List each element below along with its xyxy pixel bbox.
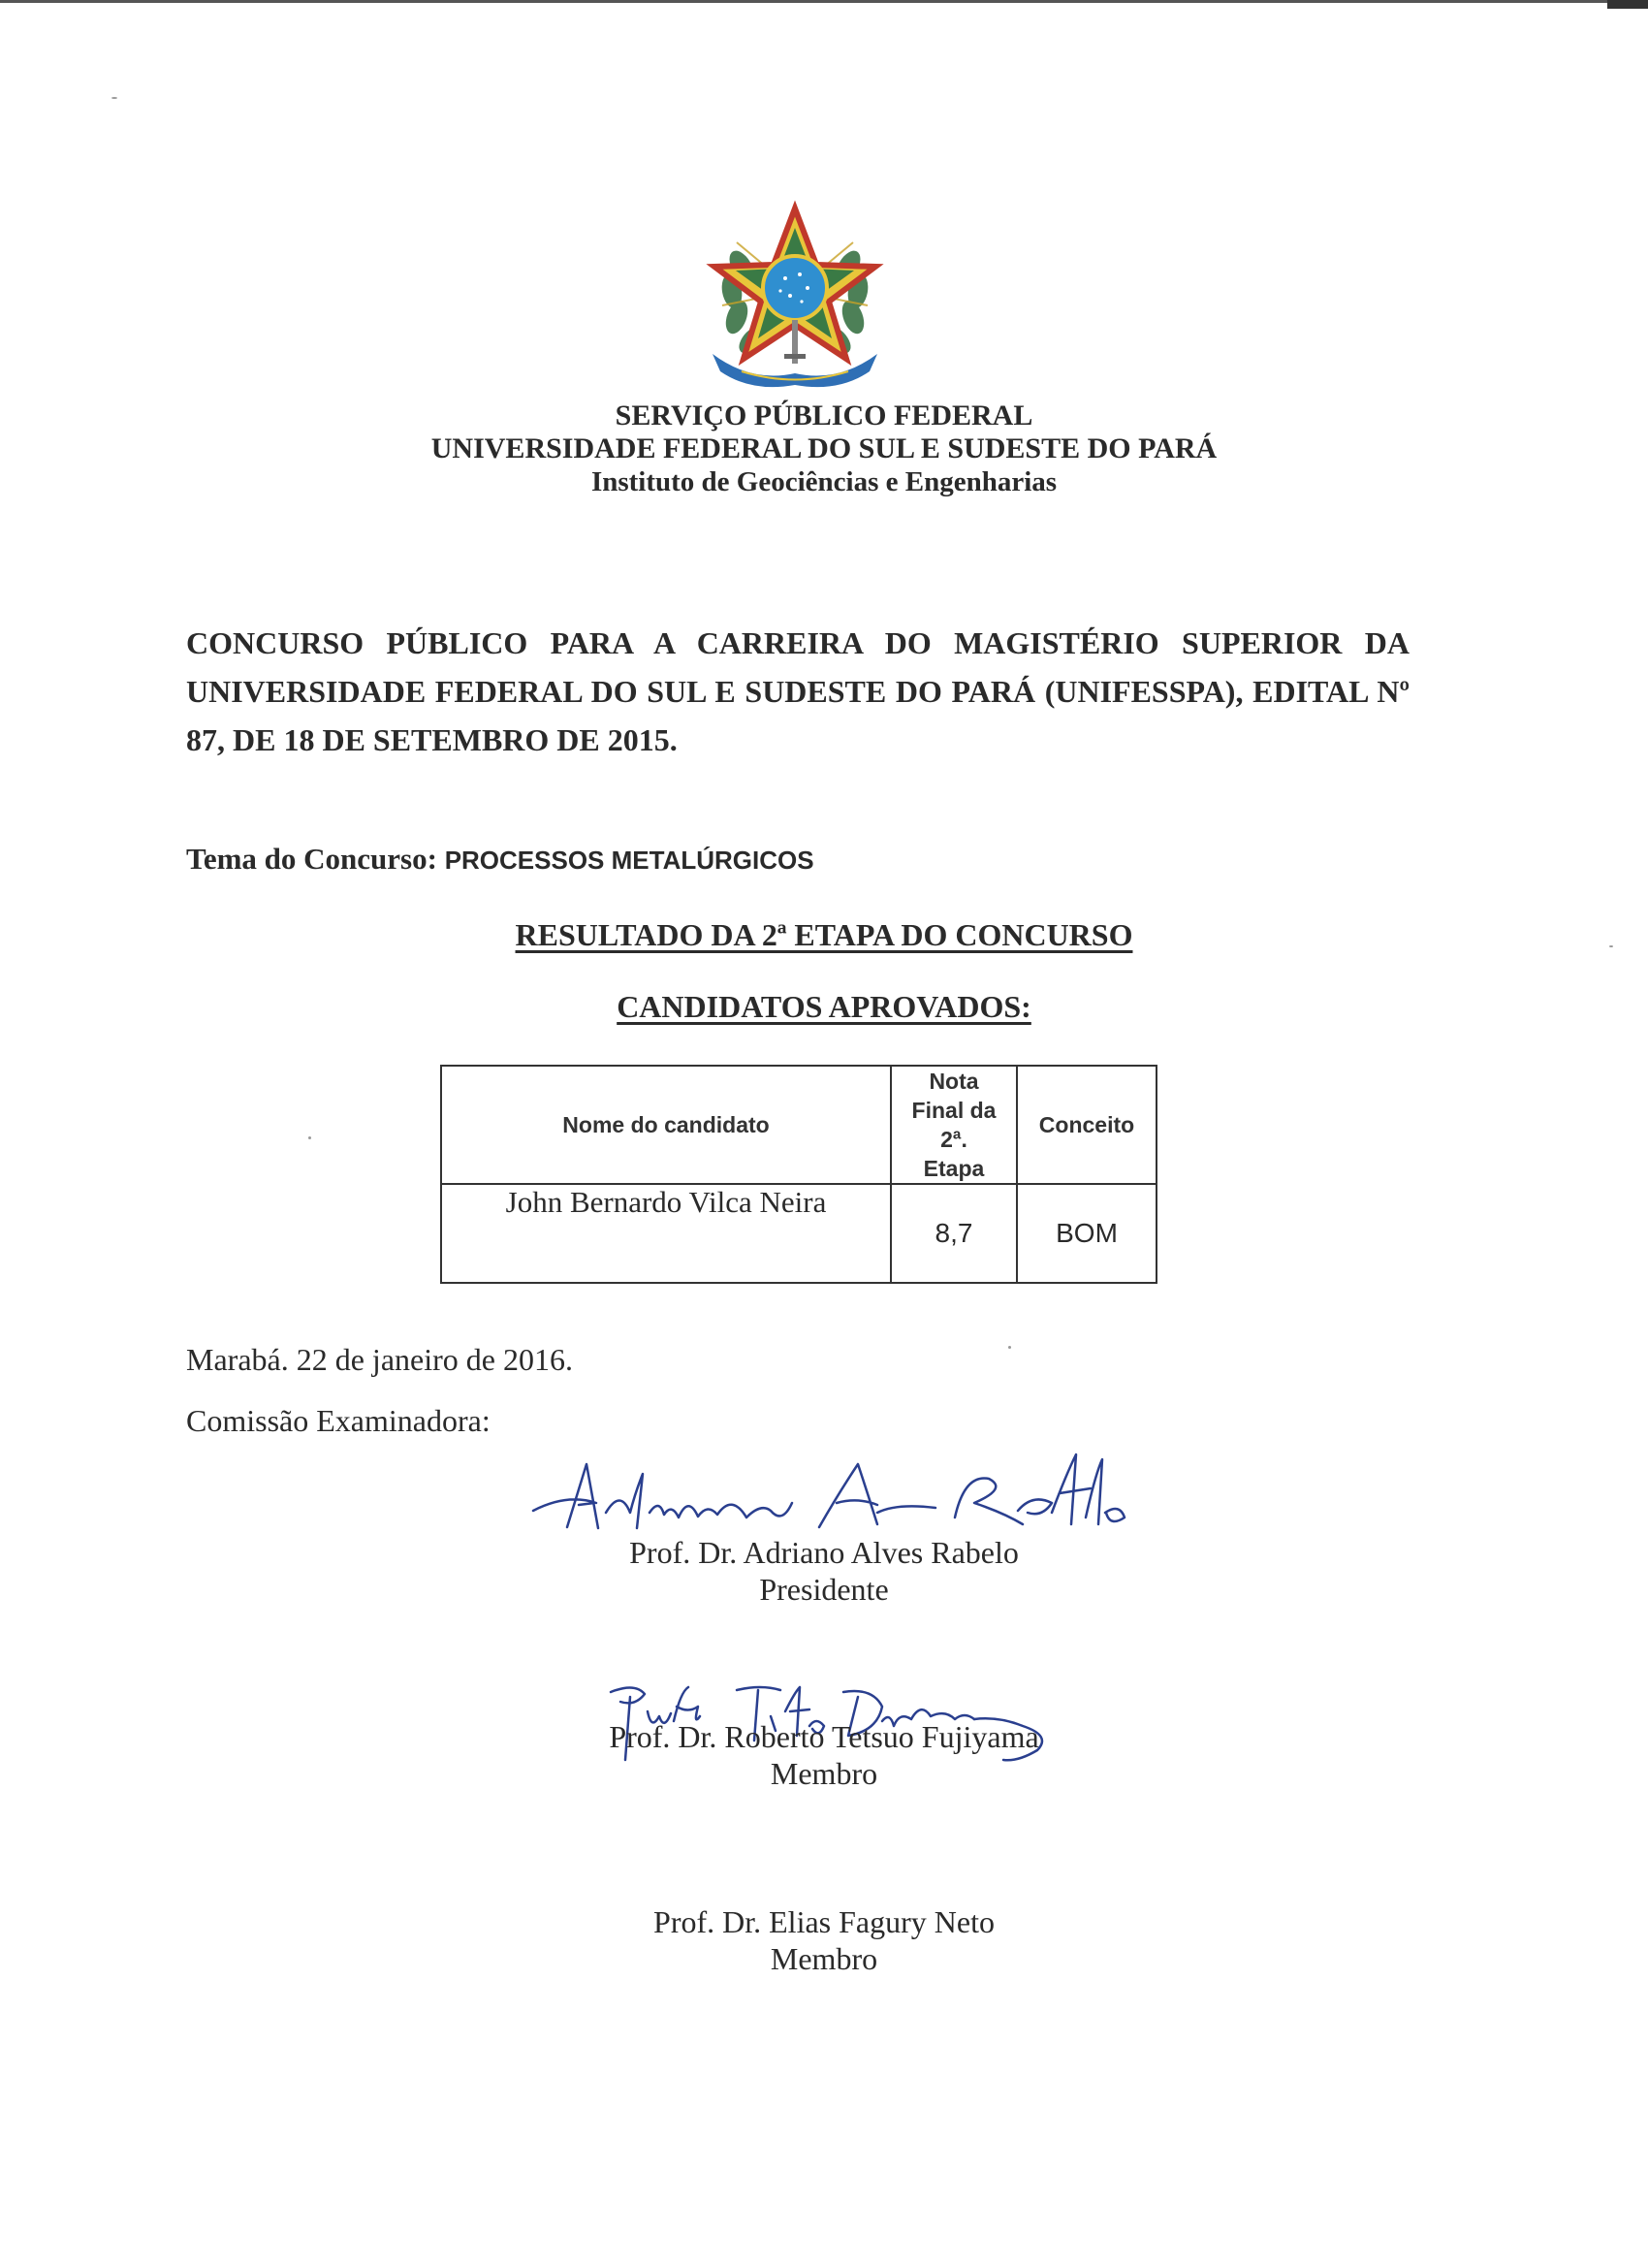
header-line-1: SERVIÇO PÚBLICO FEDERAL [615,399,1033,431]
comissao-label: Comissão Examinadora: [186,1403,491,1438]
header-nota-line3: 2ª. [940,1127,967,1152]
scan-speck [1609,945,1613,947]
signatory-3 [0,1903,1648,1977]
scan-speck [308,1136,311,1139]
signatory-1 [0,1534,1648,1608]
scan-speck [111,97,117,99]
signatory-1-role: Presidente [759,1572,889,1607]
header-line-3: Instituto de Geociências e Engenharias [590,466,1058,497]
signatory-2-role: Membro [770,1756,878,1791]
cell-conceito: BOM [1017,1184,1157,1283]
tema-line [186,842,814,877]
signatory-3-role: Membro [770,1941,878,1976]
results-table [440,1065,1157,1284]
scan-corner-mark [1607,0,1648,9]
signatory-2-name: Prof. Dr. Roberto Tetsuo Fujiyama [609,1719,1039,1754]
cell-nota: 8,7 [891,1184,1017,1283]
signatory-1-name: Prof. Dr. Adriano Alves Rabelo [629,1535,1019,1570]
header-nota-line2: Final da [911,1098,997,1123]
header-nota-line4: Etapa [923,1156,985,1181]
document-title: CONCURSO PÚBLICO PARA A CARREIRA DO MAGISTÉRIO SUPERIOR DA UNIVERSIDADE FEDERAL DO SUL E SUDESTE DO PARÁ (UNIFESSPA), EDITAL Nº 87, DE 18 DE SETEMBRO DE 2015. [186,625,1410,757]
document-date: Marabá. 22 de janeiro de 2016. [186,1342,573,1377]
header-nota [891,1066,1017,1184]
scan-speck [1008,1346,1011,1349]
header-line-2: UNIVERSIDADE FEDERAL DO SUL E SUDESTE DO PARÁ [430,432,1218,464]
header-nome: Nome do candidato [441,1066,891,1184]
signatory-2 [0,1718,1648,1792]
table-row [441,1184,1157,1283]
resultado-heading [0,917,1648,953]
results-table-header-row [441,1066,1157,1184]
scan-edge-line [0,0,1648,3]
tema-value: PROCESSOS METALÚRGICOS [444,846,814,875]
resultado-heading-text: RESULTADO DA 2ª ETAPA DO CONCURSO [515,917,1133,952]
aprovados-heading-text: CANDIDATOS APROVADOS: [617,989,1031,1024]
brazil-coat-of-arms-icon [703,199,887,393]
header-nota-line1: Nota [929,1069,979,1094]
aprovados-heading [0,989,1648,1025]
cell-nome: John Bernardo Vilca Neira [441,1184,891,1283]
tema-label: Tema do Concurso: [186,842,437,876]
header-conceito: Conceito [1017,1066,1157,1184]
signatory-3-name: Prof. Dr. Elias Fagury Neto [653,1904,995,1939]
